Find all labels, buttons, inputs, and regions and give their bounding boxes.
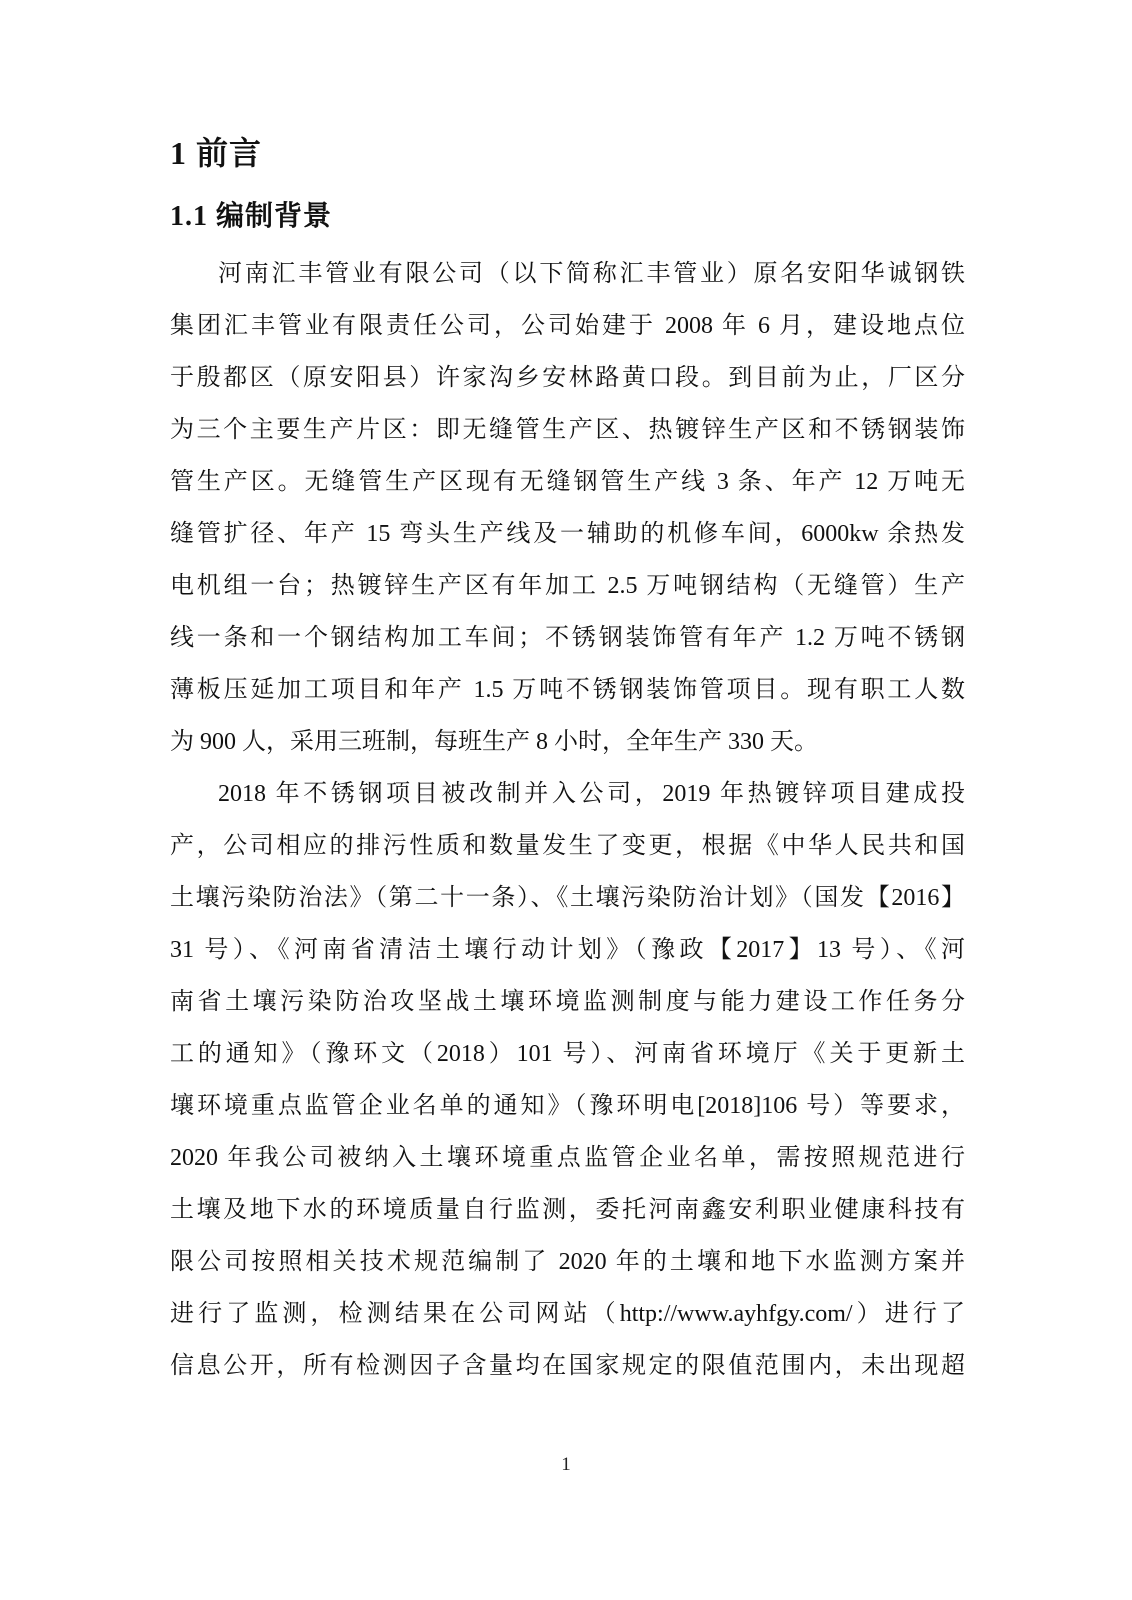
text-line: 工的通知》（豫环文（2018）101 号）、河南省环境厅《关于更新土 <box>170 1041 965 1067</box>
text-line: 于殷都区（原安阳县）许家沟乡安林路黄口段。到目前为止，厂区分 <box>170 365 965 391</box>
text-line: 产，公司相应的排污性质和数量发生了变更，根据《中华人民共和国 <box>170 833 965 859</box>
body-text <box>170 248 965 1392</box>
text-line: 信息公开，所有检测因子含量均在国家规定的限值范围内，未出现超 <box>170 1353 965 1379</box>
text-line: 土壤污染防治法》（第二十一条）、《土壤污染防治计划》（国发【2016】 <box>170 885 965 911</box>
text-line: 进行了监测，检测结果在公司网站（http://www.ayhfgy.com/）进行了 <box>170 1301 965 1327</box>
text-line: 2020 年我公司被纳入土壤环境重点监管企业名单，需按照规范进行 <box>170 1145 965 1171</box>
text-line: 为三个主要生产片区：即无缝管生产区、热镀锌生产区和不锈钢装饰 <box>170 417 965 443</box>
text-line: 集团汇丰管业有限责任公司，公司始建于 2008 年 6 月，建设地点位 <box>170 313 965 339</box>
text-line: 电机组一台；热镀锌生产区有年加工 2.5 万吨钢结构（无缝管）生产 <box>170 573 965 599</box>
page-content <box>170 132 965 1392</box>
text-line: 管生产区。无缝管生产区现有无缝钢管生产线 3 条、年产 12 万吨无 <box>170 469 965 495</box>
text-line: 2018 年不锈钢项目被改制并入公司，2019 年热镀锌项目建成投 <box>218 781 965 807</box>
text-line: 土壤及地下水的环境质量自行监测，委托河南鑫安利职业健康科技有 <box>170 1197 965 1223</box>
text-line: 为 900 人，采用三班制，每班生产 8 小时，全年生产 330 天。 <box>170 729 818 755</box>
text-line: 壤环境重点监管企业名单的通知》（豫环明电[2018]106 号）等要求， <box>170 1093 965 1119</box>
text-line: 线一条和一个钢结构加工车间；不锈钢装饰管有年产 1.2 万吨不锈钢 <box>170 625 965 651</box>
paragraph-company-overview <box>170 248 965 768</box>
text-line: 限公司按照相关技术规范编制了 2020 年的土壤和地下水监测方案并 <box>170 1249 965 1275</box>
text-line: 河南汇丰管业有限公司（以下简称汇丰管业）原名安阳华诚钢铁 <box>218 261 965 287</box>
text-line: 南省土壤污染防治攻坚战土壤环境监测制度与能力建设工作任务分 <box>170 989 965 1015</box>
page-number: 1 <box>561 1454 571 1475</box>
section-heading: 1 前言 <box>170 135 263 171</box>
text-line: 31 号）、《河南省清洁土壤行动计划》（豫政【2017】13 号）、《河 <box>170 937 965 963</box>
text-line: 缝管扩径、年产 15 弯头生产线及一辅助的机修车间，6000kw 余热发 <box>170 521 965 547</box>
subsection-heading: 1.1 编制背景 <box>170 201 333 232</box>
paragraph-regulatory-background <box>170 768 965 1392</box>
text-line: 薄板压延加工项目和年产 1.5 万吨不锈钢装饰管项目。现有职工人数 <box>170 677 965 703</box>
